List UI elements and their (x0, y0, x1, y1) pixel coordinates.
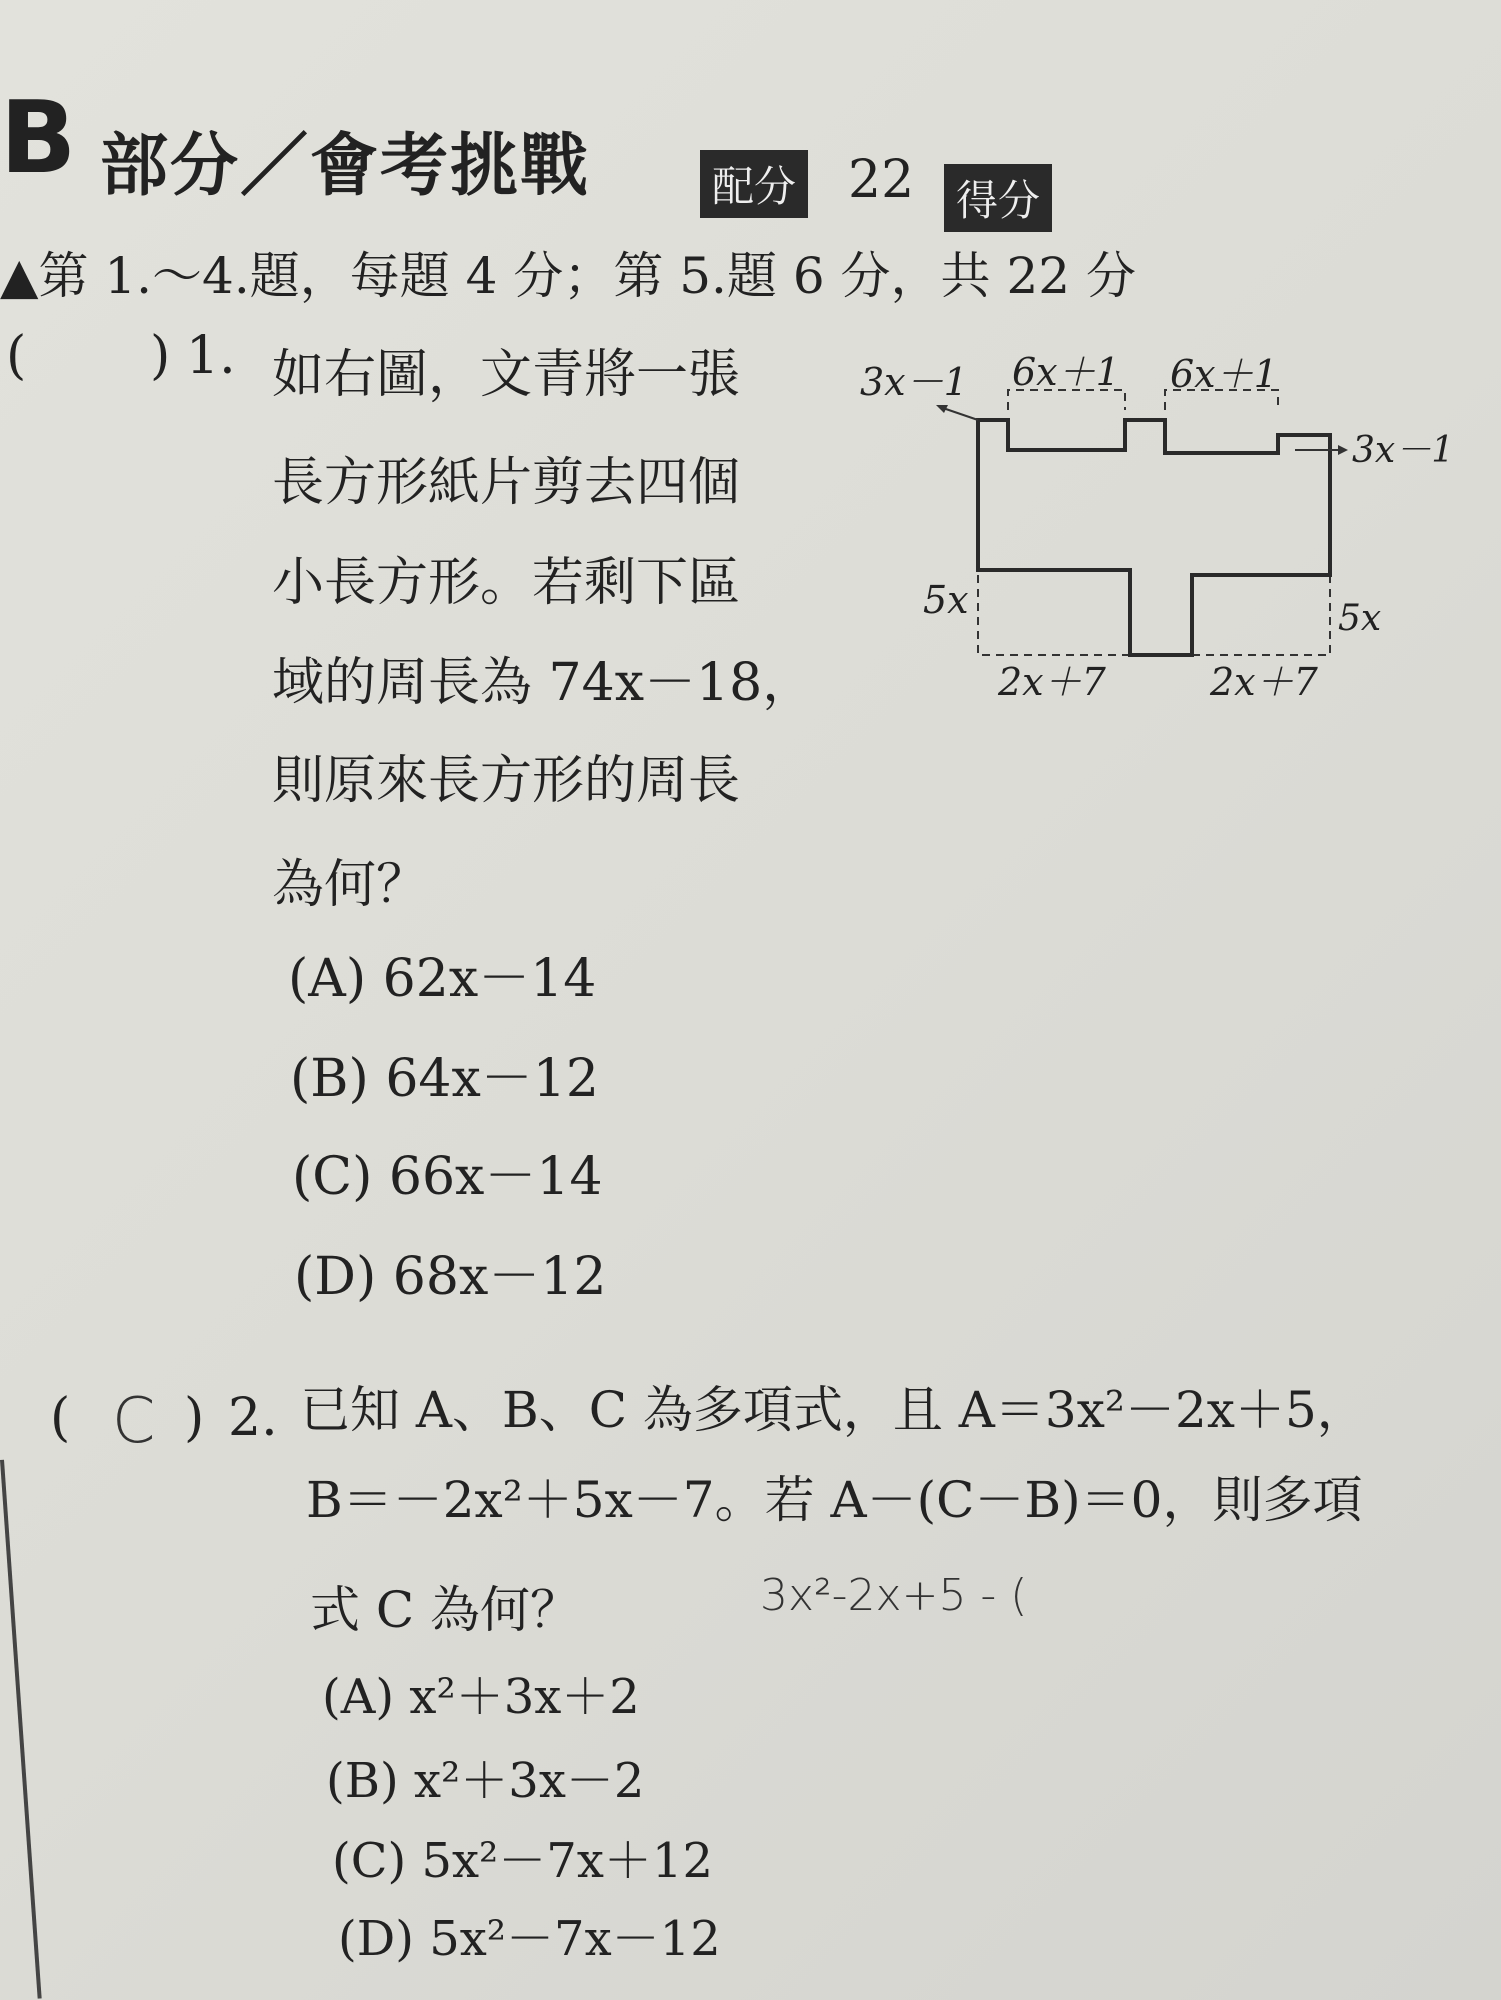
answer-paren-right: ) (184, 1388, 205, 1448)
section-letter: B (0, 79, 77, 196)
question-line: 域的周長為 74x－18， (272, 653, 815, 713)
points-label: 配分 (700, 150, 808, 218)
page-margin-line (0, 1460, 42, 1999)
question-line: 小長方形。若剩下區 (272, 553, 741, 613)
option-d[interactable]: (D) 68x－12 (294, 1247, 607, 1307)
question-line: 式 C 為何？ (310, 1581, 581, 1639)
remaining-region-outline (978, 420, 1330, 655)
option-b[interactable]: (B) x²＋3x－2 (326, 1753, 645, 1809)
question-line: 則原來長方形的周長 (272, 751, 741, 811)
arrow-head-right (1338, 445, 1348, 455)
option-a[interactable]: (A) x²＋3x＋2 (322, 1669, 640, 1725)
label-right: 3x－1 (1352, 430, 1455, 471)
question-number: 1. (186, 326, 236, 386)
instructions: ▲第 1.～4.題，每題 4 分；第 5.題 6 分，共 22 分 (0, 247, 1136, 305)
answer-paren-right: ) (150, 326, 171, 386)
question-number: 2. (228, 1388, 278, 1448)
option-a[interactable]: (A) 62x－14 (288, 949, 597, 1009)
removed-piece-bottom-1 (978, 575, 1130, 655)
question-line: 如右圖，文青將一張 (272, 345, 741, 405)
section-title: 部分／會考挑戰 (100, 127, 591, 206)
question-line: B＝－2x²＋5x－7。若 A－(C－B)＝0，則多項 (306, 1471, 1363, 1529)
question-line: 為何？ (272, 855, 429, 915)
points-value: 22 (848, 150, 915, 210)
removed-piece-bottom-2 (1192, 575, 1330, 655)
question-line: 長方形紙片剪去四個 (272, 453, 741, 513)
option-c[interactable]: (C) 66x－14 (292, 1147, 603, 1207)
label-top-left: 3x－1 (860, 360, 968, 404)
answer-paren-left: ( (6, 326, 27, 386)
cut-rectangle-figure (840, 355, 1460, 715)
handwritten-work: 3x²-2x+5 - ( (760, 1570, 1028, 1621)
score-label: 得分 (944, 164, 1052, 232)
answer-blank[interactable]: C (112, 1384, 156, 1457)
label-right-side: 5x (1338, 598, 1382, 639)
label-top-mid-1: 6x＋1 (1012, 355, 1120, 394)
label-bottom-right: 2x＋7 (1210, 660, 1318, 704)
option-c[interactable]: (C) 5x²－7x＋12 (332, 1833, 713, 1889)
option-b[interactable]: (B) 64x－12 (290, 1049, 599, 1109)
answer-paren-left: ( (50, 1388, 71, 1448)
label-bottom-left: 2x＋7 (998, 660, 1106, 704)
label-left-side: 5x (923, 578, 969, 622)
label-top-mid-2: 6x＋1 (1170, 355, 1278, 396)
question-line: 已知 A、B、C 為多項式，且 A＝3x²－2x＋5， (300, 1381, 1367, 1439)
option-d[interactable]: (D) 5x²－7x－12 (338, 1911, 721, 1967)
